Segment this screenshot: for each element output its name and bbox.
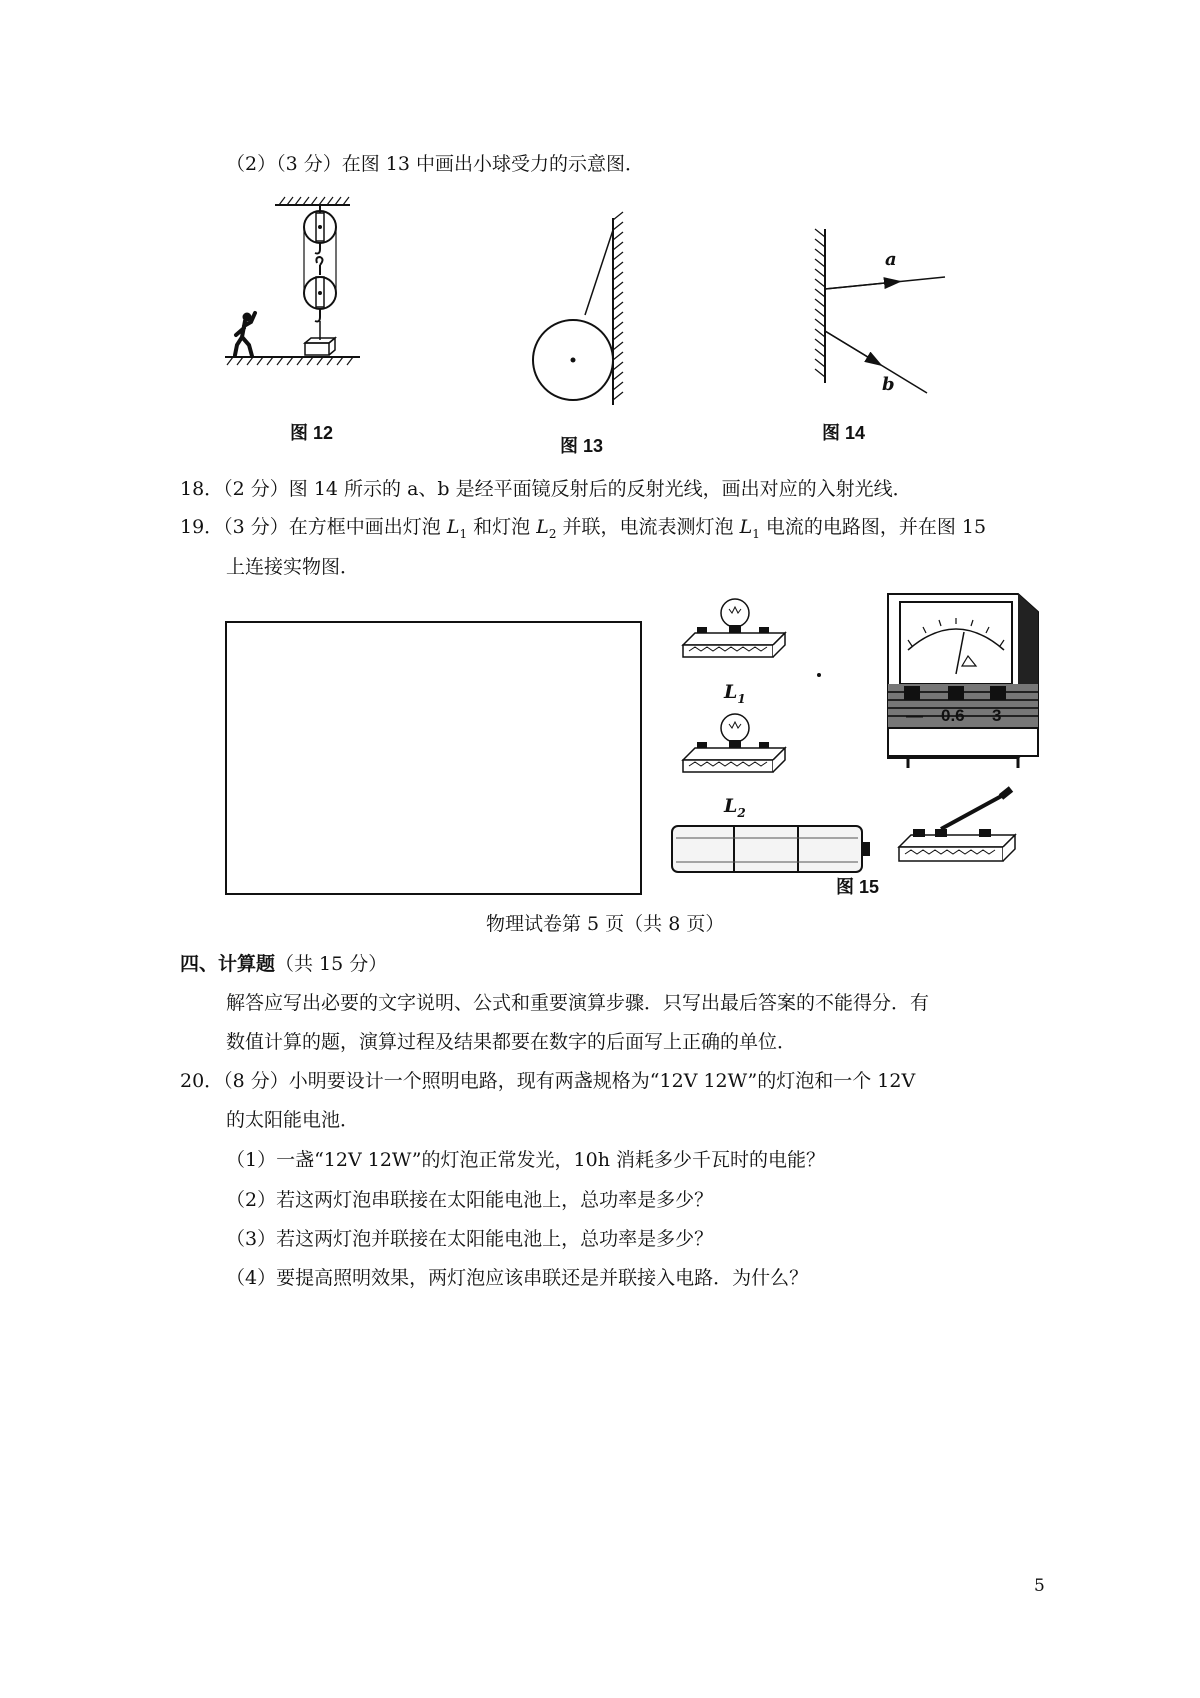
figure-15-l1-sub: 1 (737, 691, 746, 706)
question-19-l1-subscript-2: 1 (752, 526, 760, 541)
figure-15-l2-letter: L (724, 795, 738, 817)
figure-15-lamp-l2 (675, 710, 795, 790)
figure-13-caption: 图 13 (560, 436, 604, 456)
figure-14-mirror-diagram (805, 225, 955, 400)
figure-15-caption: 图 15 (836, 877, 880, 897)
question-17-2: （2）（3 分）在图 13 中画出小球受力的示意图． (226, 153, 644, 175)
question-20-sub-4: （4）要提高照明效果，两灯泡应该串联还是并联接入电路．为什么？ (226, 1267, 809, 1289)
question-18: 18．（2 分）图 14 所示的 a、b 是经平面镜反射后的反射光线，画出对应的入射光线． (180, 478, 912, 500)
question-19-mid-3: 电流的电路图，并在图 15 (759, 516, 987, 538)
question-19-prefix: 19．（3 分）在方框中画出灯泡 (180, 516, 447, 538)
figure-15-lamp-l1 (675, 595, 795, 675)
figure-15-l1-letter: L (724, 681, 738, 703)
question-20-line-2: 的太阳能电池． (226, 1109, 360, 1131)
circuit-answer-box[interactable] (225, 621, 642, 895)
question-19-l2-symbol: L (536, 516, 549, 538)
section-4-title: 四、计算题 (180, 953, 276, 975)
question-19-line-2: 上连接实物图． (226, 556, 360, 578)
section-4-instructions-2: 数值计算的题，演算过程及结果都要在数字的后面写上正确的单位． (226, 1031, 797, 1053)
question-19-mid-1: 和灯泡 (467, 516, 537, 538)
figure-12-pulley-diagram (225, 195, 365, 405)
ammeter-terminal-negative: — (906, 706, 923, 725)
question-20-sub-3: （3）若这两灯泡并联接在太阳能电池上，总功率是多少？ (226, 1228, 714, 1250)
ammeter-terminal-0-6: 0.6 (941, 706, 965, 725)
figure-15-battery (668, 818, 873, 878)
question-19-l1-subscript: 1 (459, 526, 468, 541)
figure-15-l1-label (724, 680, 746, 711)
ammeter-terminal-3: 3 (992, 706, 1002, 725)
section-4-heading (180, 952, 387, 976)
page-number: 5 (1034, 1576, 1045, 1596)
question-19-l1-symbol: L (446, 516, 460, 538)
figure-14-ray-b-label: b (882, 374, 895, 395)
figure-15-dot (817, 673, 821, 677)
question-19-l2-subscript: 2 (548, 526, 557, 541)
question-19-mid-2: 并联，电流表测灯泡 (556, 516, 740, 538)
figure-12-caption: 图 12 (290, 423, 334, 443)
figure-14-caption: 图 14 (822, 423, 866, 443)
question-19-line-1 (180, 515, 986, 546)
figure-15-ammeter (868, 588, 1058, 768)
page-footer: 物理试卷第 5 页（共 8 页） (486, 913, 725, 935)
figure-15-switch (895, 785, 1025, 875)
section-4-instructions-1: 解答应写出必要的文字说明、公式和重要演算步骤．只写出最后答案的不能得分．有 (226, 992, 930, 1014)
figure-15-l2-sub: 2 (737, 805, 746, 820)
question-19-l1-symbol-2: L (739, 516, 753, 538)
question-20-sub-1: （1）一盏“12V 12W”的灯泡正常发光，10h 消耗多少千瓦时的电能？ (226, 1149, 825, 1171)
question-20-sub-2: （2）若这两灯泡串联接在太阳能电池上，总功率是多少？ (226, 1189, 714, 1211)
figure-13-ball-diagram (530, 210, 640, 410)
figure-14-ray-a-label: a (885, 249, 897, 270)
section-4-points: （共 15 分） (275, 953, 388, 975)
question-20-line-1: 20．（8 分）小明要设计一个照明电路，现有两盏规格为“12V 12W”的灯泡和一个 12V (180, 1070, 916, 1092)
